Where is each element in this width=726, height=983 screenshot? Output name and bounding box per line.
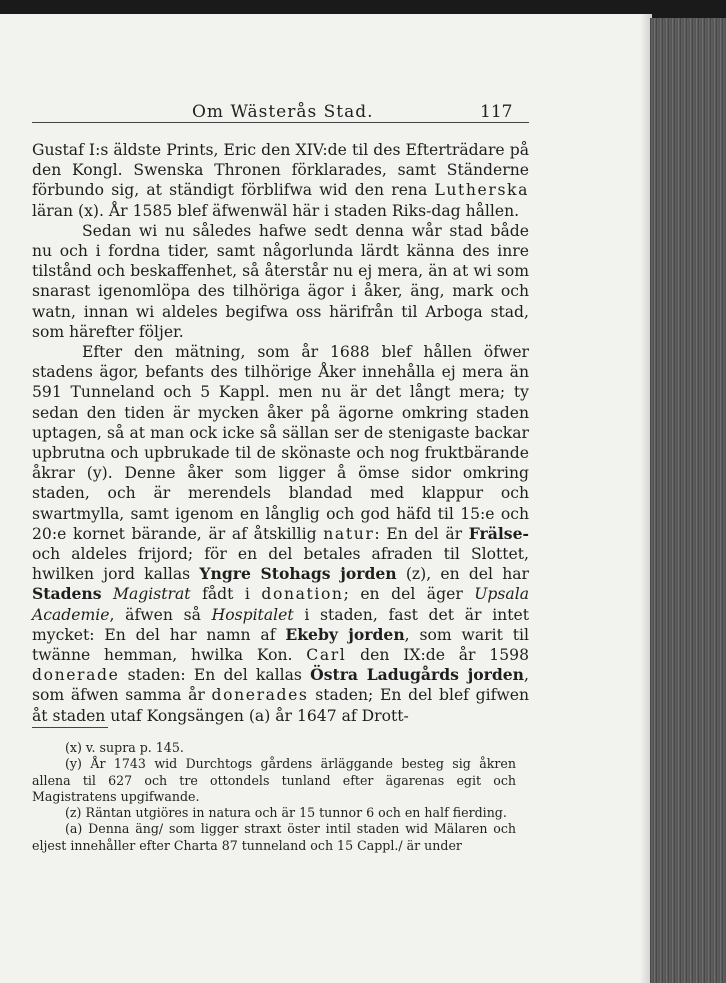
text-run: Gustaf I:s äldste Prints, Eric den XIV:de til des Efterträdare på den Kongl. Swenska Thronen förklarades, samt Ständerne förbundo sig, at ständigt förblifwa wid den rena	[32, 141, 529, 200]
text-run: staden: En del kallas	[119, 666, 311, 685]
text-run: den IX:de år 1598	[346, 646, 529, 665]
text-run	[102, 585, 114, 603]
main-text	[32, 140, 529, 726]
text-run: ; en del äger	[343, 585, 475, 604]
footnote: (z) Räntan utgiöres in natura och är 15 tunnor 6 och en half fierding.	[65, 805, 507, 821]
footnotes	[32, 740, 516, 854]
page-number: 117	[480, 102, 513, 122]
text-run: : En del är	[374, 524, 469, 543]
spaced-term: donerade	[32, 666, 120, 685]
text-run: läran (x). År 1585 blef äfwenwäl här i staden Riks-dag hållen.	[32, 201, 520, 220]
text-run: , äfwen så	[109, 605, 212, 624]
text-run: fådt i	[190, 585, 262, 604]
bold-term: Östra Ladugårds jorden	[310, 665, 525, 685]
text-run: , som äfwen samma år	[32, 666, 529, 705]
spaced-term: natur	[323, 524, 375, 543]
italic-term: Hospitalet	[211, 605, 294, 624]
spaced-term: donation	[261, 585, 344, 604]
text-run: , som warit til twänne hemman, hwilka Kon.	[32, 625, 529, 665]
paragraph	[32, 221, 529, 342]
paragraph	[32, 342, 529, 726]
bold-term: Ekeby jorden	[285, 624, 405, 644]
footnote: (y) År 1743 wid Durchtogs gårdens ärläggande besteg sig åkren allena til 627 och tre ottondels tunland efter ägarenas egit och Magistratens upgifwande.	[32, 756, 516, 804]
book-page-edges	[650, 18, 726, 983]
header-rule	[32, 122, 529, 123]
spaced-term: Carl	[306, 646, 347, 665]
running-header-title: Om Wästerås Stad.	[192, 102, 374, 122]
paragraph	[32, 140, 529, 221]
bold-term: Yngre Stohags jorden	[199, 564, 397, 584]
bold-term: Stadens	[32, 584, 102, 604]
footnote: (x) v. supra p. 145.	[65, 740, 184, 755]
text-run: Sedan wi nu således hafwe sedt denna wår stad både nu och i fordna tider, samt någorlunda lärdt känna des inre tilstånd och beskaffenhet, så återstår nu ej mera, än at wi som snarast igenomlöpa des tilhöriga ägor i åker, äng, mark och watn, innan wi aldeles begifwa oss härifrån til Arboga stad, som härefter följer.	[32, 221, 529, 341]
book-page	[0, 14, 650, 983]
italic-term: Upsala Academie	[32, 585, 529, 624]
spaced-term: donerades	[211, 686, 309, 705]
spaced-term: Lutherska	[434, 181, 529, 200]
footnote-rule	[32, 727, 108, 728]
italic-term: Magistrat	[113, 585, 191, 604]
text-run: (z), en del har	[396, 565, 530, 584]
footnote: (a) Denna äng/ som ligger straxt öster intil staden wid Mälaren och eljest innehåller efter Charta 87 tunneland och 15 Cappl./ är under	[32, 821, 516, 853]
bold-term: Frälse-	[468, 523, 529, 543]
text-run: i staden, fast det är intet mycket: En del har namn af	[32, 605, 529, 644]
text-run: Efter den mätning, som år 1688 blef hållen öfwer stadens ägor, befants des tilhörige Åker innehålla ej mera än 591 Tunneland och 5 Kappl. men nu är det långt mera; ty sedan den tiden är mycken åker på ägorne omkring staden uptagen, så at man ock icke så sällan ser de stenigaste backar upbrutna och upbrukade til de skönaste och nog fruktbärande åkrar (y). Denne åker som ligger å ömse sidor omkring staden, och är merendels blandad med klappur och swartmylla, samt igenom en långlig och god häfd til 15:e och 20:e kornet bärande, är af åtskillig	[32, 343, 529, 543]
text-run: staden; En del blef gifwen åt staden utaf Kongsängen (a) år 1647 af Drott-	[32, 686, 529, 725]
text-run: och aldeles frijord; för en del betales afraden til Slottet, hwilken jord kallas	[32, 545, 529, 584]
